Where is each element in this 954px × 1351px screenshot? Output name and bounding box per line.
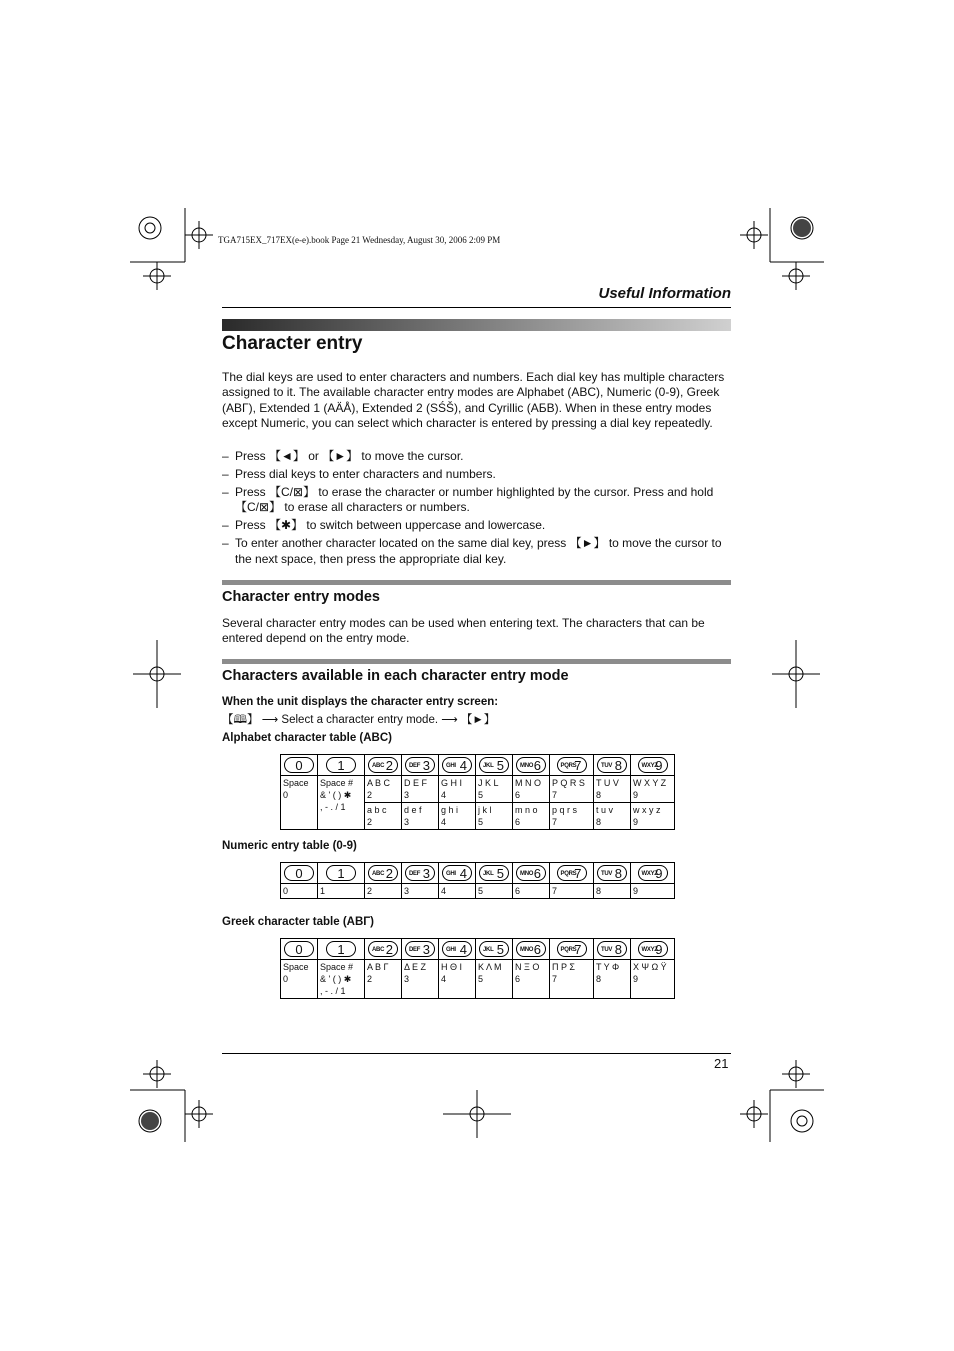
table-cell bbox=[476, 960, 513, 999]
dial-key-cell bbox=[550, 755, 594, 776]
cell-text: 6 bbox=[515, 790, 521, 800]
key-digit: 5 bbox=[496, 866, 504, 881]
cell-text: 7 bbox=[552, 817, 558, 827]
cell-text: J K L bbox=[478, 778, 499, 788]
dial-key-cell bbox=[476, 939, 513, 960]
cell-text: 9 bbox=[633, 974, 639, 984]
key-digit: 4 bbox=[459, 942, 467, 957]
cell-text: Ν Ξ Ο bbox=[515, 962, 540, 972]
key-letters: TUV bbox=[601, 763, 613, 769]
cell-text: d e f bbox=[404, 805, 422, 815]
key-digit: 4 bbox=[459, 758, 467, 773]
cell-text: 0 bbox=[283, 790, 289, 800]
cell-text: M N O bbox=[515, 778, 541, 788]
key-letters: MNO bbox=[520, 871, 534, 877]
cell-text: p q r s bbox=[552, 805, 578, 815]
key-digit: 2 bbox=[385, 866, 393, 881]
numeric-table bbox=[280, 862, 675, 899]
table-cell bbox=[476, 884, 513, 899]
cell-text: Space # bbox=[320, 962, 354, 972]
cell-text: 6 bbox=[515, 886, 521, 896]
dial-key-cell bbox=[281, 939, 318, 960]
cell-text: 3 bbox=[404, 790, 410, 800]
cell-text: 4 bbox=[441, 817, 447, 827]
dial-key-cell bbox=[439, 863, 476, 884]
cell-text: Space bbox=[283, 962, 309, 972]
cell-text: 8 bbox=[596, 790, 602, 800]
cell-text: 4 bbox=[441, 886, 447, 896]
cell-text: a b c bbox=[367, 805, 387, 815]
key-digit: 3 bbox=[422, 758, 430, 773]
table-cell bbox=[550, 776, 594, 803]
table-cell bbox=[402, 884, 439, 899]
modes-heading: Character entry modes bbox=[222, 589, 380, 605]
section-divider bbox=[222, 580, 731, 585]
key-letters: ABC bbox=[372, 947, 385, 953]
cell-text: 9 bbox=[633, 817, 639, 827]
dial-key-cell bbox=[594, 755, 631, 776]
table-cell bbox=[594, 960, 631, 999]
dial-key-8-icon bbox=[597, 865, 627, 881]
dial-key-0-icon bbox=[284, 757, 314, 773]
cell-text: Χ Ψ Ω Ϋ bbox=[633, 962, 667, 972]
table-cell bbox=[318, 960, 365, 999]
key-digit: 1 bbox=[337, 942, 345, 957]
cell-text: 8 bbox=[596, 886, 602, 896]
cell-text: 2 bbox=[367, 886, 373, 896]
key-digit: 7 bbox=[574, 942, 582, 957]
table-cell bbox=[439, 884, 476, 899]
cell-text: 8 bbox=[596, 817, 602, 827]
dial-key-cell bbox=[318, 863, 365, 884]
dial-key-1-icon bbox=[326, 865, 356, 881]
dial-key-cell bbox=[439, 755, 476, 776]
cell-text: w x y z bbox=[633, 805, 661, 815]
section-divider bbox=[222, 659, 731, 664]
cell-text: 2 bbox=[367, 790, 373, 800]
cell-text: Τ Υ Φ bbox=[596, 962, 620, 972]
numeric-table-label: Numeric entry table (0-9) bbox=[222, 840, 357, 852]
dial-key-3-icon bbox=[405, 941, 435, 957]
table-cell bbox=[365, 960, 402, 999]
key-letters: JKL bbox=[483, 947, 494, 953]
cell-text: 2 bbox=[367, 974, 373, 984]
table-cell bbox=[550, 884, 594, 899]
dial-key-cell bbox=[281, 755, 318, 776]
cell-text: 5 bbox=[478, 974, 484, 984]
key-digit: 5 bbox=[496, 942, 504, 957]
key-letters: DEF bbox=[409, 763, 421, 769]
dial-key-9-icon bbox=[638, 865, 668, 881]
cell-text: Α Β Γ bbox=[367, 962, 389, 972]
key-letters: PQRS bbox=[560, 763, 577, 769]
table-cell bbox=[365, 776, 402, 803]
greek-table-label: Greek character table (ΑΒΓ) bbox=[222, 916, 374, 928]
dial-key-cell bbox=[402, 755, 439, 776]
table-cell bbox=[281, 884, 318, 899]
dial-key-cell bbox=[439, 939, 476, 960]
table-cell bbox=[594, 776, 631, 803]
cell-text: A B C bbox=[367, 778, 391, 788]
dial-key-cell bbox=[513, 939, 550, 960]
table-cell bbox=[631, 960, 675, 999]
table-cell bbox=[513, 884, 550, 899]
dial-key-4-icon bbox=[442, 865, 472, 881]
dial-key-7-icon bbox=[557, 941, 587, 957]
cell-text: 0 bbox=[283, 886, 289, 896]
table-cell bbox=[513, 776, 550, 803]
dial-key-0-icon bbox=[284, 941, 314, 957]
dial-key-cell bbox=[550, 863, 594, 884]
table-cell bbox=[439, 803, 476, 830]
key-digit: 0 bbox=[295, 942, 303, 957]
cell-text: 3 bbox=[404, 817, 410, 827]
list-item: – Press 【C/⊠】 to erase the character or number highlighted by the cursor. Press and hold 【C/⊠】 to erase all characters or numbers. bbox=[222, 485, 732, 516]
key-digit: 9 bbox=[655, 942, 663, 957]
dial-key-cell bbox=[513, 755, 550, 776]
dial-key-cell bbox=[631, 863, 675, 884]
key-letters: MNO bbox=[520, 947, 534, 953]
cell-text: T U V bbox=[596, 778, 619, 788]
dial-key-5-icon bbox=[479, 941, 509, 957]
dial-key-2-icon bbox=[368, 865, 398, 881]
cell-text: 7 bbox=[552, 790, 558, 800]
key-letters: TUV bbox=[601, 947, 613, 953]
table-cell bbox=[402, 960, 439, 999]
table-cell bbox=[439, 960, 476, 999]
dial-key-8-icon bbox=[597, 941, 627, 957]
table-cell bbox=[550, 960, 594, 999]
dial-key-cell bbox=[402, 863, 439, 884]
dial-key-cell bbox=[631, 939, 675, 960]
dial-key-cell bbox=[550, 939, 594, 960]
cell-text: 1 bbox=[320, 886, 326, 896]
cell-text: 7 bbox=[552, 974, 558, 984]
key-digit: 8 bbox=[614, 866, 622, 881]
cell-text: 7 bbox=[552, 886, 558, 896]
cell-text: , - . / 1 bbox=[320, 802, 346, 812]
cell-text: 6 bbox=[515, 817, 521, 827]
cell-text: 2 bbox=[367, 817, 373, 827]
table-cell bbox=[365, 803, 402, 830]
dial-key-1-icon bbox=[326, 757, 356, 773]
cell-text: Δ Ε Ζ bbox=[404, 962, 427, 972]
greek-table bbox=[280, 938, 675, 999]
dial-key-cell bbox=[318, 939, 365, 960]
key-letters: PQRS bbox=[560, 871, 577, 877]
key-digit: 0 bbox=[295, 866, 303, 881]
dial-key-9-icon bbox=[638, 757, 668, 773]
dial-key-cell bbox=[476, 755, 513, 776]
key-digit: 2 bbox=[385, 942, 393, 957]
table-cell bbox=[439, 776, 476, 803]
dial-key-3-icon bbox=[405, 757, 435, 773]
table-cell bbox=[476, 803, 513, 830]
table-cell bbox=[402, 803, 439, 830]
key-letters: GHI bbox=[446, 871, 456, 877]
table-cell bbox=[513, 803, 550, 830]
cell-text: D E F bbox=[404, 778, 428, 788]
cell-text: 5 bbox=[478, 886, 484, 896]
key-digit: 6 bbox=[533, 758, 541, 773]
cell-text: W X Y Z bbox=[633, 778, 667, 788]
cell-text: G H I bbox=[441, 778, 463, 788]
dial-key-1-icon bbox=[326, 941, 356, 957]
list-item: – To enter another character located on the same dial key, press 【►】 to move the cursor to the next space, then press the appropriate dial key. bbox=[222, 536, 732, 567]
table-cell bbox=[550, 803, 594, 830]
dial-key-cell bbox=[594, 939, 631, 960]
dial-key-5-icon bbox=[479, 757, 509, 773]
dial-key-2-icon bbox=[368, 941, 398, 957]
key-letters: JKL bbox=[483, 763, 494, 769]
cell-text: 9 bbox=[633, 886, 639, 896]
list-item: – Press 【◄】 or 【►】 to move the cursor. bbox=[222, 449, 732, 464]
cell-text: Space # bbox=[320, 778, 354, 788]
cell-text: Κ Λ Μ bbox=[478, 962, 502, 972]
key-letters: JKL bbox=[483, 871, 494, 877]
cell-text: & ' ( ) ✱ bbox=[320, 790, 352, 800]
key-digit: 1 bbox=[337, 866, 345, 881]
cell-text: , - . / 1 bbox=[320, 986, 346, 996]
dial-key-cell bbox=[365, 939, 402, 960]
cell-text: t u v bbox=[596, 805, 614, 815]
table-cell bbox=[365, 884, 402, 899]
table-cell bbox=[281, 776, 318, 830]
cell-text: 4 bbox=[441, 790, 447, 800]
key-digit: 7 bbox=[574, 866, 582, 881]
cell-text: 3 bbox=[404, 974, 410, 984]
cell-text: Space bbox=[283, 778, 309, 788]
cell-text: Π Ρ Σ bbox=[552, 962, 575, 972]
key-letters: GHI bbox=[446, 763, 456, 769]
alphabet-table-label: Alphabet character table (ABC) bbox=[222, 732, 392, 744]
cell-text: 6 bbox=[515, 974, 521, 984]
cell-text: g h i bbox=[441, 805, 459, 815]
book-info-line: TGA715EX_717EX(e-e).book Page 21 Wednesday, August 30, 2006 2:09 PM bbox=[218, 235, 501, 245]
list-item: – Press dial keys to enter characters and numbers. bbox=[222, 467, 732, 482]
cell-text: 3 bbox=[404, 886, 410, 896]
dial-key-cell bbox=[365, 755, 402, 776]
key-digit: 4 bbox=[459, 866, 467, 881]
table-cell bbox=[281, 960, 318, 999]
key-letters: DEF bbox=[409, 947, 421, 953]
dial-key-8-icon bbox=[597, 757, 627, 773]
dial-key-0-icon bbox=[284, 865, 314, 881]
key-letters: GHI bbox=[446, 947, 456, 953]
key-letters: MNO bbox=[520, 763, 534, 769]
dial-key-6-icon bbox=[516, 941, 546, 957]
dial-key-cell bbox=[365, 863, 402, 884]
cell-text: & ' ( ) ✱ bbox=[320, 974, 352, 984]
intro-paragraph: The dial keys are used to enter characters and numbers. Each dial key has multiple characters assigned to it. The available character entry modes are Alphabet (ABC), Numeric (0-9), Greek (ΑΒΓ), Extended 1 (AÄÅ), Extended 2 (SŚŠ), and Cyrillic (АБВ). When in these entry modes except Numeric, you can select which character is entered by pressing a dial key repeatedly. bbox=[222, 370, 725, 430]
dial-key-4-icon bbox=[442, 757, 472, 773]
dial-key-7-icon bbox=[557, 757, 587, 773]
cell-text: 8 bbox=[596, 974, 602, 984]
cell-text: 5 bbox=[478, 790, 484, 800]
dial-key-3-icon bbox=[405, 865, 435, 881]
header-rule bbox=[222, 307, 731, 308]
key-digit: 9 bbox=[655, 758, 663, 773]
key-letters: TUV bbox=[601, 871, 613, 877]
table-cell bbox=[631, 884, 675, 899]
table-cell bbox=[594, 803, 631, 830]
list-item: – Press 【✱】 to switch between uppercase and lowercase. bbox=[222, 518, 732, 533]
key-digit: 7 bbox=[574, 758, 582, 773]
instruction-list bbox=[222, 449, 732, 570]
dial-key-cell bbox=[402, 939, 439, 960]
cell-text: P Q R S bbox=[552, 778, 585, 788]
modes-paragraph: Several character entry modes can be used when entering text. The characters that can be entered depend on the entry mode. bbox=[222, 616, 705, 646]
key-letters: PQRS bbox=[560, 947, 577, 953]
dial-key-cell bbox=[318, 755, 365, 776]
key-letters: DEF bbox=[409, 871, 421, 877]
key-digit: 3 bbox=[422, 866, 430, 881]
table-cell bbox=[594, 884, 631, 899]
dial-key-9-icon bbox=[638, 941, 668, 957]
dial-key-7-icon bbox=[557, 865, 587, 881]
key-digit: 9 bbox=[655, 866, 663, 881]
available-heading: Characters available in each character entry mode bbox=[222, 668, 569, 684]
page-number: 21 bbox=[714, 1056, 729, 1071]
key-letters: WXYZ bbox=[641, 871, 658, 877]
key-digit: 1 bbox=[337, 758, 345, 773]
key-letters: ABC bbox=[372, 871, 385, 877]
cell-text: 5 bbox=[478, 817, 484, 827]
alphabet-table bbox=[280, 754, 675, 830]
cell-text: m n o bbox=[515, 805, 538, 815]
dial-key-2-icon bbox=[368, 757, 398, 773]
table-cell bbox=[631, 803, 675, 830]
table-cell bbox=[402, 776, 439, 803]
key-letters: WXYZ bbox=[641, 947, 658, 953]
cell-text: 4 bbox=[441, 974, 447, 984]
table-cell bbox=[513, 960, 550, 999]
dial-key-cell bbox=[476, 863, 513, 884]
footer-rule bbox=[222, 1053, 731, 1054]
dial-key-cell bbox=[631, 755, 675, 776]
dial-key-5-icon bbox=[479, 865, 509, 881]
cell-text: j k l bbox=[478, 805, 492, 815]
page-title: Character entry bbox=[222, 333, 363, 354]
cell-text: 9 bbox=[633, 790, 639, 800]
dial-key-4-icon bbox=[442, 941, 472, 957]
key-digit: 8 bbox=[614, 942, 622, 957]
key-digit: 5 bbox=[496, 758, 504, 773]
table-cell bbox=[476, 776, 513, 803]
dial-key-6-icon bbox=[516, 865, 546, 881]
table-cell bbox=[631, 776, 675, 803]
dial-key-cell bbox=[281, 863, 318, 884]
dial-key-cell bbox=[594, 863, 631, 884]
mode-instruction: 【🕮】 ⟶ Select a character entry mode. ⟶ 【►】 bbox=[222, 714, 496, 726]
dial-key-cell bbox=[513, 863, 550, 884]
key-digit: 6 bbox=[533, 866, 541, 881]
section-header: Useful Information bbox=[598, 285, 731, 302]
cell-text: 0 bbox=[283, 974, 289, 984]
key-digit: 8 bbox=[614, 758, 622, 773]
dial-key-6-icon bbox=[516, 757, 546, 773]
key-letters: WXYZ bbox=[641, 763, 658, 769]
table-cell bbox=[318, 884, 365, 899]
key-digit: 2 bbox=[385, 758, 393, 773]
key-letters: ABC bbox=[372, 763, 385, 769]
cell-text: Η Θ Ι bbox=[441, 962, 463, 972]
title-gradient-bar bbox=[222, 319, 731, 331]
table-cell bbox=[318, 776, 365, 830]
key-digit: 6 bbox=[533, 942, 541, 957]
key-digit: 0 bbox=[295, 758, 303, 773]
key-digit: 3 bbox=[422, 942, 430, 957]
when-label: When the unit displays the character entry screen: bbox=[222, 696, 499, 708]
